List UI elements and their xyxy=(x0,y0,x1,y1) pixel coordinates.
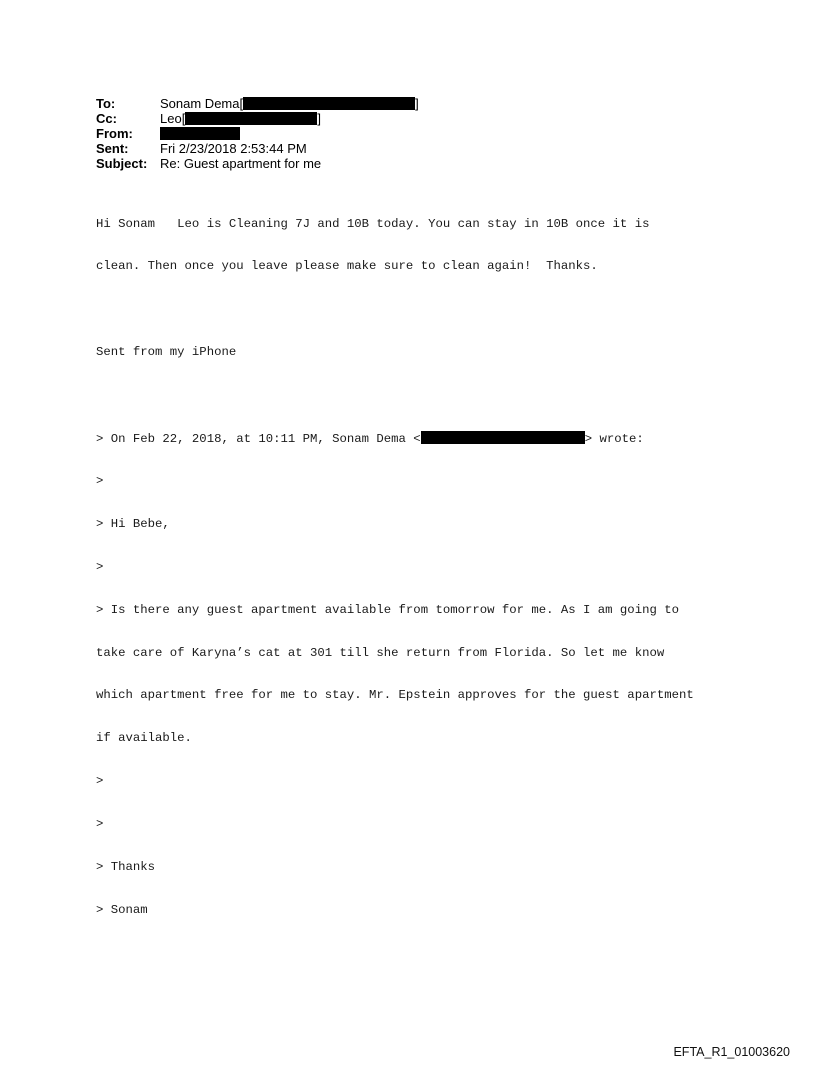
cc-name: Leo[ xyxy=(160,111,186,126)
redaction-block xyxy=(185,112,317,125)
quote-line: if available. xyxy=(96,731,192,746)
cc-label: Cc: xyxy=(96,111,117,126)
quote-line: > Thanks xyxy=(96,859,156,874)
body-line: Hi Sonam Leo is Cleaning 7J and 10B today. You can stay in 10B once it is xyxy=(96,216,650,231)
to-value xyxy=(160,96,419,111)
to-label: To: xyxy=(96,96,116,111)
quote-intro-text: > On Feb 22, 2018, at 10:11 PM, Sonam Dema < xyxy=(96,432,421,447)
quote-line: > xyxy=(96,473,104,488)
subject-value: Re: Guest apartment for me xyxy=(160,156,322,171)
from-label: From: xyxy=(96,126,133,141)
quote-line: > xyxy=(96,817,104,832)
signature-line: Sent from my iPhone xyxy=(96,345,237,360)
from-value xyxy=(160,127,240,140)
redaction-block xyxy=(243,97,415,110)
email-body xyxy=(96,188,694,946)
redaction-block xyxy=(421,431,585,444)
sent-label: Sent: xyxy=(96,141,129,156)
quote-line: take care of Karyna’s cat at 301 till she return from Florida. So let me know xyxy=(96,645,665,660)
sent-row xyxy=(96,141,419,156)
quote-intro xyxy=(96,431,694,445)
quote-intro-wrote: > wrote: xyxy=(584,432,644,447)
quote-line: > Hi Bebe, xyxy=(96,516,170,531)
from-row xyxy=(96,126,419,141)
to-name: Sonam Dema[ xyxy=(160,96,244,111)
subject-label: Subject: xyxy=(96,156,148,171)
quote-line: > Is there any guest apartment available from tomorrow for me. As I am going to xyxy=(96,602,679,617)
subject-row xyxy=(96,156,419,171)
sent-value: Fri 2/23/2018 2:53:44 PM xyxy=(160,141,307,156)
body-line: clean. Then once you leave please make sure to clean again! Thanks. xyxy=(96,259,598,274)
quote-line: which apartment free for me to stay. Mr. Epstein approves for the guest apartment xyxy=(96,688,694,703)
quote-line: > xyxy=(96,559,104,574)
cc-row xyxy=(96,111,419,126)
quote-line: > xyxy=(96,774,104,789)
document-id: EFTA_R1_01003620 xyxy=(673,1045,790,1059)
email-header xyxy=(96,96,419,171)
to-bracket: ] xyxy=(415,96,419,111)
redaction-block xyxy=(160,127,240,140)
quote-line: > Sonam xyxy=(96,902,148,917)
to-row xyxy=(96,96,419,111)
cc-value xyxy=(160,111,321,126)
cc-bracket: ] xyxy=(317,111,321,126)
